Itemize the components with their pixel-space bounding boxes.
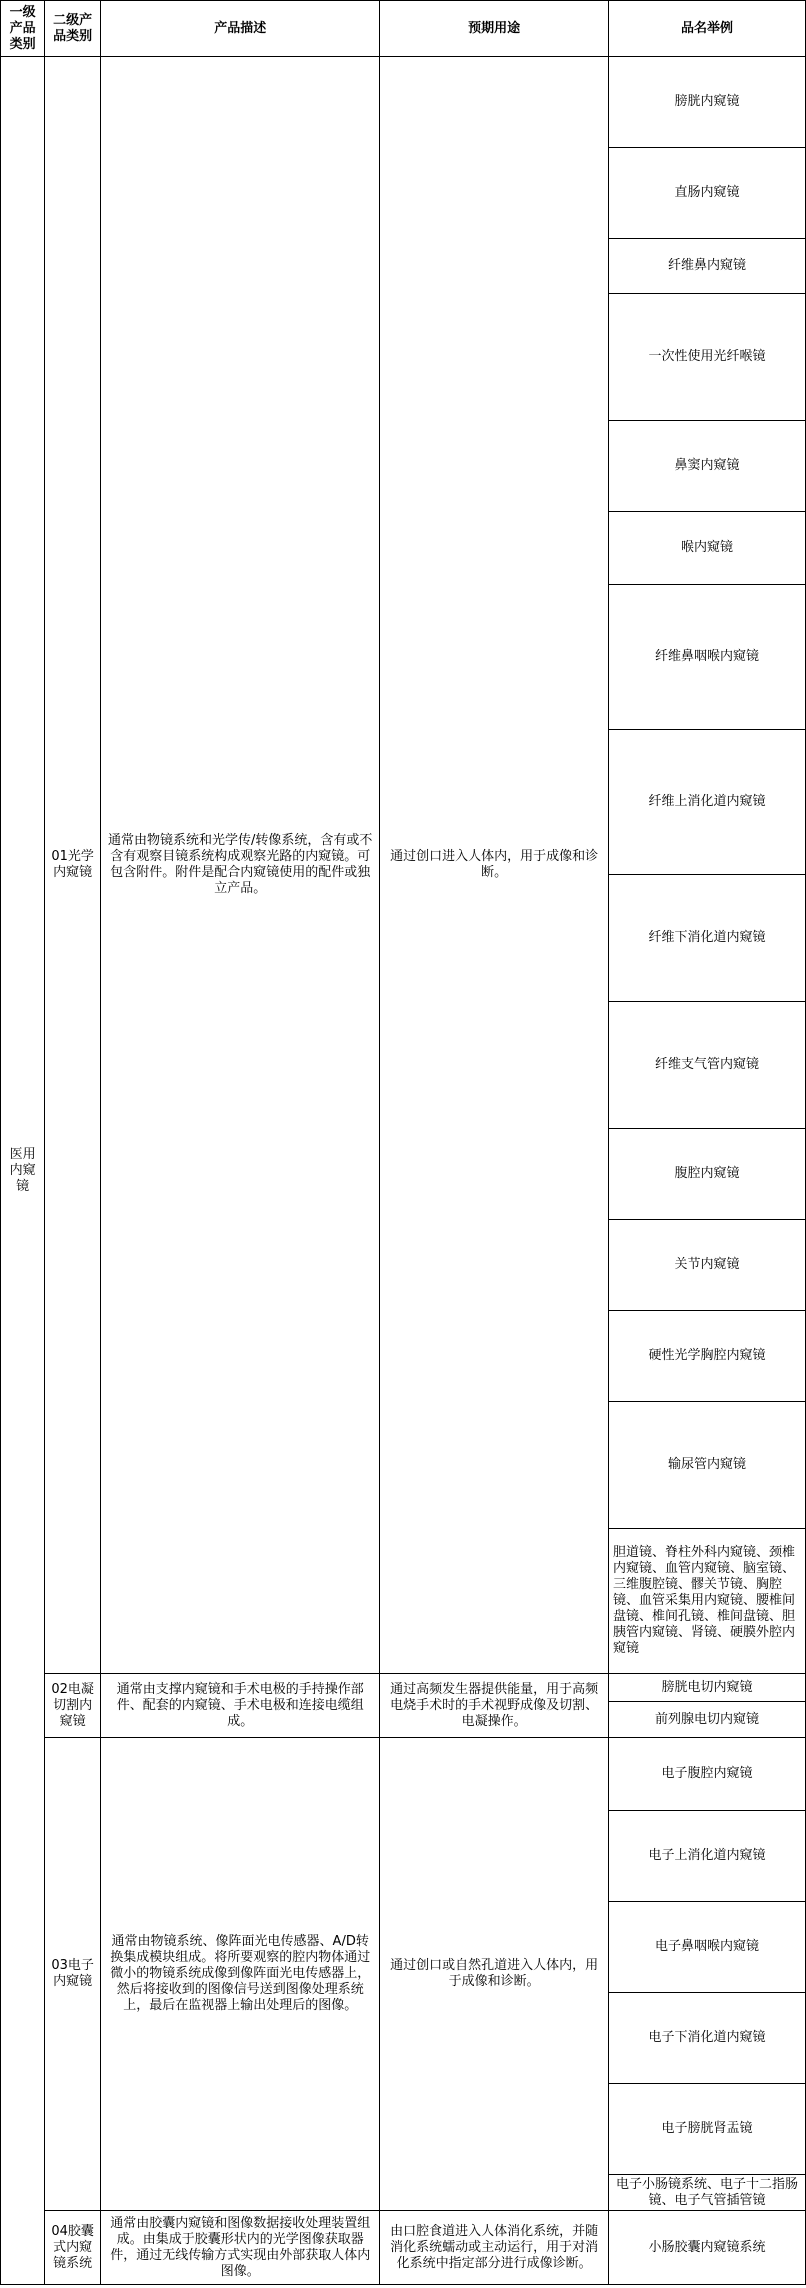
level1-cell: 医用内窥镜 <box>1 57 45 2285</box>
example-item: 膀胱内窥镜 <box>608 57 805 148</box>
example-item: 硬性光学胸腔内窥镜 <box>608 1311 805 1402</box>
header-row <box>1 1 806 57</box>
example-item: 腹腔内窥镜 <box>608 1129 805 1220</box>
group-description: 通常由支撑内窥镜和手术电极的手持操作部件、配套的内窥镜、手术电极和连接电缆组成。 <box>101 1674 380 1738</box>
header-description: 产品描述 <box>101 1 380 57</box>
group-use: 由口腔食道进入人体消化系统，并随消化系统蠕动或主动运行，用于对消化系统中指定部分进行成像诊断。 <box>380 2211 609 2285</box>
group-name: 01光学内窥镜 <box>45 57 101 1674</box>
example-item: 电子膀胱肾盂镜 <box>608 2084 805 2175</box>
group-description: 通常由胶囊内窥镜和图像数据接收处理装置组成。由集成于胶囊形状内的光学图像获取器件，通过无线传输方式实现由外部获取人体内图像。 <box>101 2211 380 2285</box>
header-use: 预期用途 <box>380 1 609 57</box>
group-use: 通过创口或自然孔道进入人体内，用于成像和诊断。 <box>380 1738 609 2211</box>
header-examples: 品名举例 <box>608 1 805 57</box>
example-item: 喉内窥镜 <box>608 512 805 585</box>
example-item: 纤维支气管内窥镜 <box>608 1002 805 1129</box>
header-level2: 二级产品类别 <box>45 1 101 57</box>
group-description: 通常由物镜系统、像阵面光电传感器、A/D转换集成模块组成。将所要观察的腔内物体通过微小的物镜系统成像到像阵面光电传感器上，然后将接收到的图像信号送到图像处理系统上，最后在监视器上输出处理后的图像。 <box>101 1738 380 2211</box>
group-use: 通过创口进入人体内，用于成像和诊断。 <box>380 57 609 1674</box>
example-item: 胆道镜、脊柱外科内窥镜、颈椎内窥镜、血管内窥镜、脑室镜、三维腹腔镜、髎关节镜、胸腔镜、血管采集用内窥镜、腰椎间盘镜、椎间孔镜、椎间盘镜、胆胰管内窥镜、肾镜、硬膜外腔内窥镜 <box>608 1529 805 1674</box>
table-row <box>1 1738 806 1811</box>
example-item: 前列腺电切内窥镜 <box>608 1702 805 1738</box>
example-item: 小肠胶囊内窥镜系统 <box>608 2211 805 2285</box>
group-name: 04胶囊式内窥镜系统 <box>45 2211 101 2285</box>
example-item: 关节内窥镜 <box>608 1220 805 1311</box>
example-item: 一次性使用光纤喉镜 <box>608 294 805 421</box>
group-use: 通过高频发生器提供能量，用于高频电烧手术时的手术视野成像及切割、电凝操作。 <box>380 1674 609 1738</box>
group-name: 02电凝切割内窥镜 <box>45 1674 101 1738</box>
example-item: 鼻窦内窥镜 <box>608 421 805 512</box>
example-item: 膀胱电切内窥镜 <box>608 1674 805 1702</box>
example-item: 纤维鼻内窥镜 <box>608 239 805 294</box>
example-item: 纤维下消化道内窥镜 <box>608 875 805 1002</box>
table-row <box>1 2211 806 2285</box>
example-item: 电子鼻咽喉内窥镜 <box>608 1902 805 1993</box>
example-item: 直肠内窥镜 <box>608 148 805 239</box>
example-item: 纤维鼻咽喉内窥镜 <box>608 585 805 730</box>
group-description: 通常由物镜系统和光学传/转像系统，含有或不含有观察目镜系统构成观察光路的内窥镜。可包含附件。附件是配合内窥镜使用的配件或独立产品。 <box>101 57 380 1674</box>
example-item: 电子上消化道内窥镜 <box>608 1811 805 1902</box>
group-name: 03电子内窥镜 <box>45 1738 101 2211</box>
header-level1: 一级产品类别 <box>1 1 45 57</box>
table-row <box>1 57 806 148</box>
example-item: 电子下消化道内窥镜 <box>608 1993 805 2084</box>
table-row <box>1 1674 806 1702</box>
example-item: 输尿管内窥镜 <box>608 1402 805 1529</box>
example-item: 电子腹腔内窥镜 <box>608 1738 805 1811</box>
example-item: 纤维上消化道内窥镜 <box>608 730 805 875</box>
example-item: 电子小肠镜系统、电子十二指肠镜、电子气管插管镜 <box>608 2175 805 2211</box>
